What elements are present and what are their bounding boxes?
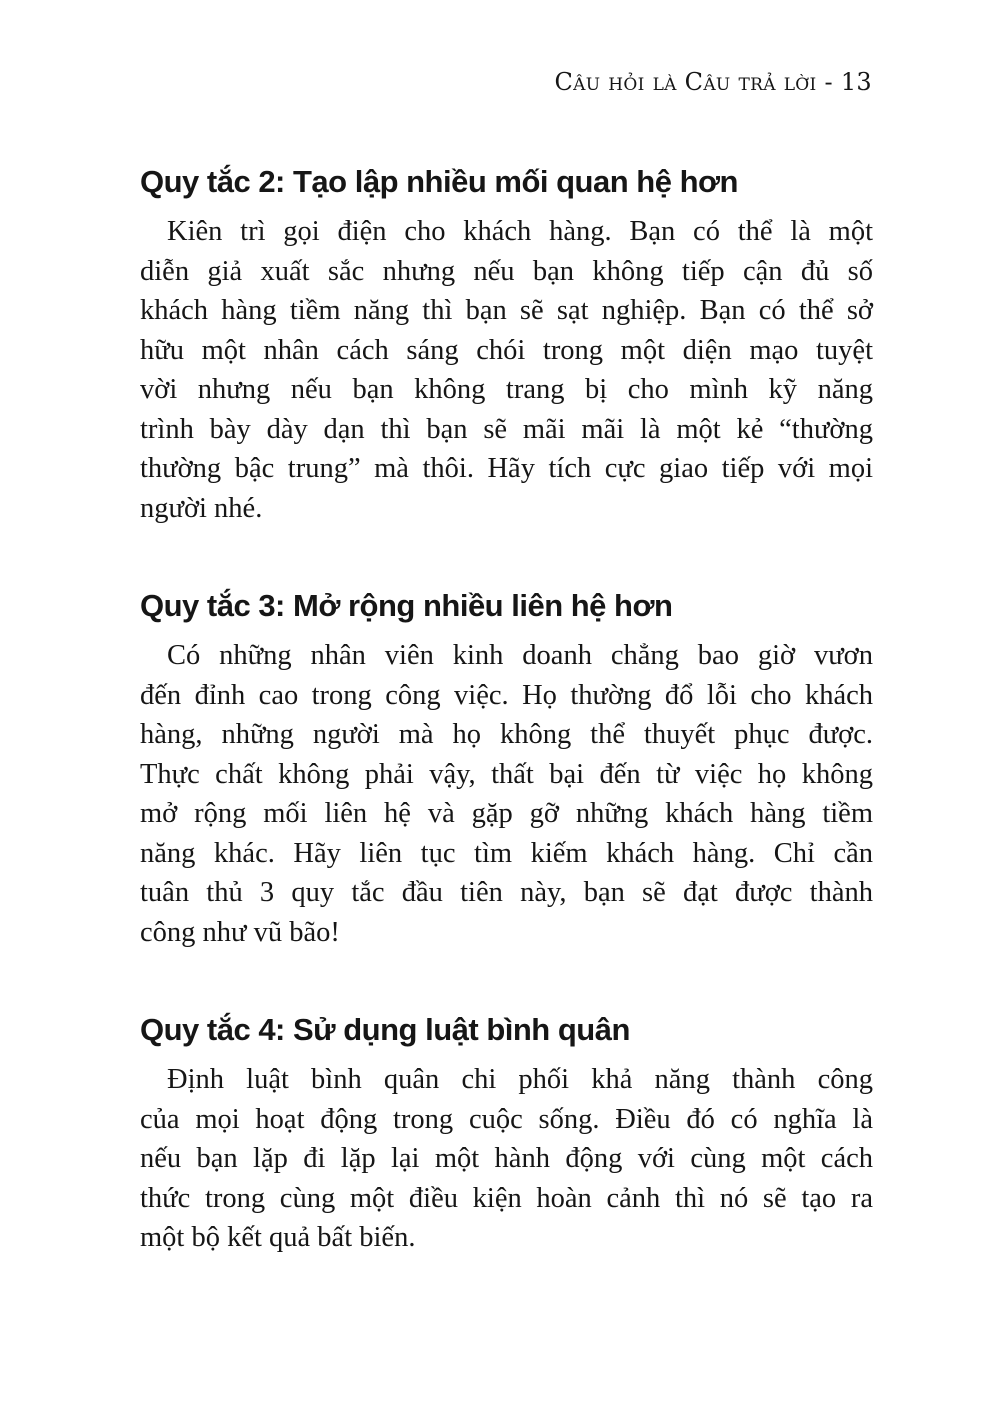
paragraph (140, 212, 873, 528)
running-head-title: Câu hỏi là Câu trả lời (554, 68, 817, 96)
text-line: Có những nhân viên kinh doanh chẳng bao giờ vươn (167, 640, 873, 671)
text-line: hàng, những người mà họ không thể thuyết phục được. (140, 719, 873, 750)
text-line: người nhé. (140, 492, 263, 524)
text-line: mở rộng mối liên hệ và gặp gỡ những khách hàng tiềm (140, 798, 873, 829)
section-4 (140, 1008, 873, 1258)
text-line: diễn giả xuất sắc nhưng nếu bạn không tiếp cận đủ số (140, 255, 873, 287)
section-heading: Quy tắc 3: Mở rộng nhiều liên hệ hơn (140, 588, 673, 623)
text-line: thức trong cùng một điều kiện hoàn cảnh thì nó sẽ tạo ra (140, 1182, 873, 1214)
running-head (554, 68, 872, 96)
page-number: 13 (840, 68, 872, 96)
text-line: nếu bạn lặp đi lặp lại một hành động với cùng một cách (140, 1143, 873, 1174)
text-line: một bộ kết quả bất biến. (140, 1222, 416, 1253)
text-line: công như vũ bão! (140, 916, 340, 948)
running-head-separator: - (824, 68, 833, 96)
text-line: của mọi hoạt động trong cuộc sống. Điều đó có nghĩa là (140, 1103, 873, 1135)
paragraph (140, 1060, 873, 1258)
paragraph (140, 636, 873, 952)
text-line: Định luật bình quân chi phối khả năng thành công (167, 1064, 873, 1095)
text-line: tuân thủ 3 quy tắc đầu tiên này, bạn sẽ đạt được thành (140, 877, 873, 908)
section-3 (140, 584, 873, 952)
text-line: đến đỉnh cao trong công việc. Họ thường đổ lỗi cho khách (140, 679, 873, 711)
text-line: vời nhưng nếu bạn không trang bị cho mình kỹ năng (140, 374, 873, 405)
text-line: Thực chất không phải vậy, thất bại đến từ việc họ không (140, 758, 873, 790)
text-line: Kiên trì gọi điện cho khách hàng. Bạn có thể là một (167, 216, 873, 247)
text-line: năng khác. Hãy liên tục tìm kiếm khách hàng. Chỉ cần (140, 837, 873, 869)
section-2 (140, 160, 873, 528)
text-line: trình bày dày dạn thì bạn sẽ mãi mãi là một kẻ “thường (140, 413, 873, 445)
text-line: thường bậc trung” mà thôi. Hãy tích cực giao tiếp với mọi (140, 453, 873, 484)
section-heading: Quy tắc 2: Tạo lập nhiều mối quan hệ hơn (140, 164, 738, 199)
text-line: hữu một nhân cách sáng chói trong một diện mạo tuyệt (140, 334, 873, 366)
text-line: khách hàng tiềm năng thì bạn sẽ sạt nghiệp. Bạn có thể sở (140, 295, 873, 326)
section-heading: Quy tắc 4: Sử dụng luật bình quân (140, 1012, 630, 1047)
